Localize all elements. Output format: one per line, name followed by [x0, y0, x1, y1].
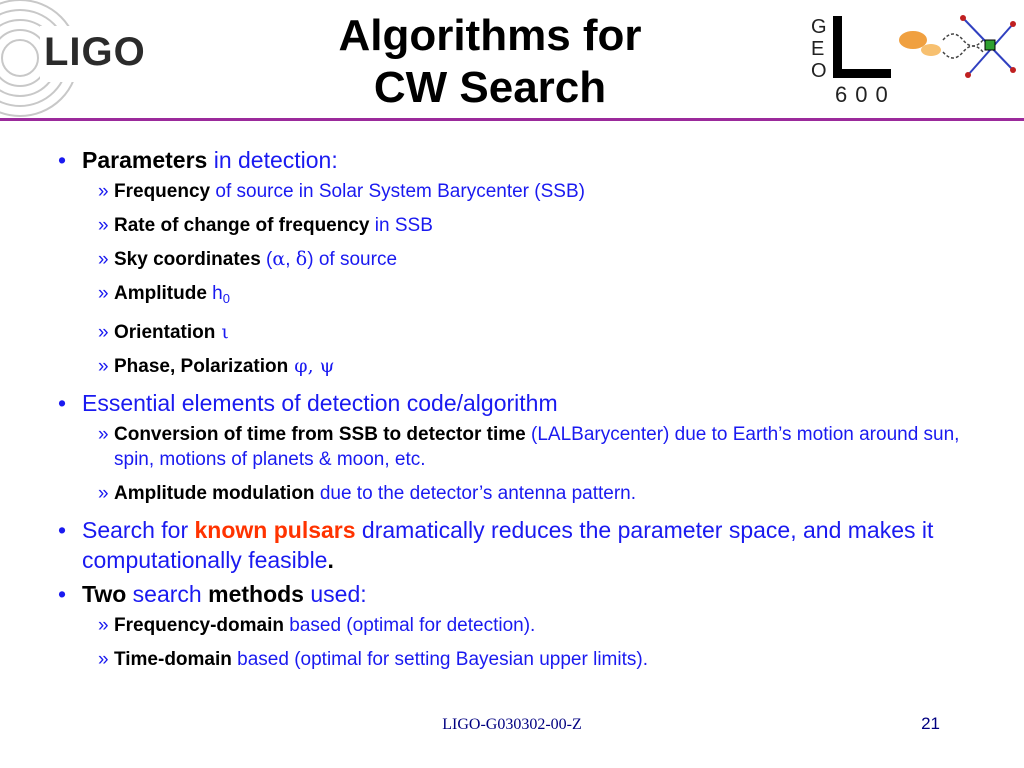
geo-letter-g: G: [811, 16, 827, 38]
geo600-logo: [803, 10, 1024, 108]
sub-bullet-bold-text: Frequency: [114, 181, 211, 202]
sub-bullet-marker: »: [98, 356, 109, 377]
sub-bullet-bold-text: Amplitude modulation: [114, 483, 315, 504]
sub-bullet-time-conversion: [58, 422, 978, 472]
sub-bullet-marker: »: [98, 181, 109, 202]
sub-bullet-bold-text: Phase, Polarization: [114, 356, 289, 377]
bullet-dot: •: [58, 581, 67, 607]
sub-bullet-marker: »: [98, 615, 109, 636]
delta-symbol: δ: [295, 248, 308, 270]
geo-letter-e: E: [811, 38, 825, 60]
sub-bullet-marker: »: [98, 283, 109, 304]
title-divider: [0, 118, 1024, 121]
sub-bullet-rate-of-change: [58, 213, 978, 238]
bullet-bold-methods: methods: [208, 581, 304, 607]
ligo-logo-text: LIGO: [44, 30, 146, 74]
bullet-parameters: [58, 145, 978, 175]
bullet-text-pre: Search for: [82, 517, 195, 543]
sub-bullet-bold-text: Frequency-domain: [114, 615, 284, 636]
sub-bullet-text: of source in Solar System Barycenter (SSB): [210, 181, 585, 202]
bullet-two-methods: [58, 579, 978, 609]
bullet-text-used: used:: [303, 581, 367, 607]
bullet-bold-text: Parameters: [82, 147, 208, 173]
alpha-symbol: α: [272, 248, 286, 270]
bullet-dot: •: [58, 517, 67, 543]
geo-600-number: 600: [835, 82, 896, 107]
sub-bullet-orientation: [58, 320, 978, 345]
bullet-essential-elements: [58, 388, 978, 418]
sub-bullet-bold-text: Amplitude: [114, 283, 207, 304]
sub-bullet-text: in SSB: [369, 215, 433, 236]
bullet-text-post: dramatically reduces the parameter space, and makes it computationally feasible: [82, 517, 934, 573]
sub-bullet-text: (: [260, 249, 273, 270]
bullet-dot: •: [58, 147, 67, 173]
sub-bullet-bold-text: Rate of change of frequency: [114, 215, 370, 236]
bullet-dot: •: [58, 390, 67, 416]
slide-content: [58, 145, 978, 681]
slide-title: [250, 10, 730, 114]
comma-text: ,: [285, 249, 296, 270]
title-line-2: CW Search: [373, 63, 607, 112]
title-line-1: Algorithms for: [338, 11, 642, 60]
sub-bullet-marker: »: [98, 649, 109, 670]
sub-bullet-marker: »: [98, 322, 109, 343]
bullet-text-search: search: [126, 581, 209, 607]
sub-bullet-text: due to the detector’s antenna pattern.: [314, 483, 637, 504]
sub-bullet-frequency: [58, 179, 978, 204]
sub-bullet-bold-text: Orientation: [114, 322, 216, 343]
sub-bullet-marker: »: [98, 424, 109, 445]
sub-bullet-text-end: ) of source: [307, 249, 398, 270]
sub-bullet-text: (LALBarycenter) due to Earth’s motion around sun, spin, motions of planets & moon, etc.: [114, 424, 960, 470]
sub-bullet-phase-polarization: [58, 354, 978, 379]
bullet-known-pulsars: [58, 515, 978, 575]
sub-bullet-bold-text: Conversion of time from SSB to detector time: [114, 424, 526, 445]
sub-bullet-marker: »: [98, 249, 109, 270]
subscript-zero: 0: [222, 291, 230, 306]
sub-bullet-bold-text: Sky coordinates: [114, 249, 261, 270]
footer-document-id: LIGO-G030302-00-Z: [442, 716, 582, 733]
phi-psi-symbols: φ, ψ: [288, 355, 335, 377]
sub-bullet-amplitude-modulation: [58, 481, 978, 506]
bullet-text: Essential elements of detection code/algorithm: [82, 390, 558, 416]
sub-bullet-amplitude: [58, 281, 978, 311]
known-pulsars-highlight: known pulsars: [194, 517, 356, 543]
sub-bullet-text: based (optimal for detection).: [283, 615, 536, 636]
iota-symbol: ι: [215, 321, 229, 343]
geo-letter-o: O: [811, 60, 827, 82]
sub-bullet-frequency-domain: [58, 613, 978, 638]
bullet-text: in detection:: [207, 147, 338, 173]
ligo-logo: [0, 0, 180, 118]
sub-bullet-bold-text: Time-domain: [114, 649, 232, 670]
sub-bullet-marker: »: [98, 483, 109, 504]
bullet-period: .: [327, 547, 334, 573]
sub-bullet-text: h: [206, 283, 223, 304]
sub-bullet-marker: »: [98, 215, 109, 236]
sub-bullet-sky-coordinates: [58, 247, 978, 272]
footer-page-number: 21: [921, 714, 940, 733]
sub-bullet-time-domain: [58, 647, 978, 672]
sub-bullet-text: based (optimal for setting Bayesian upper limits).: [231, 649, 648, 670]
bullet-bold-two: Two: [82, 581, 127, 607]
